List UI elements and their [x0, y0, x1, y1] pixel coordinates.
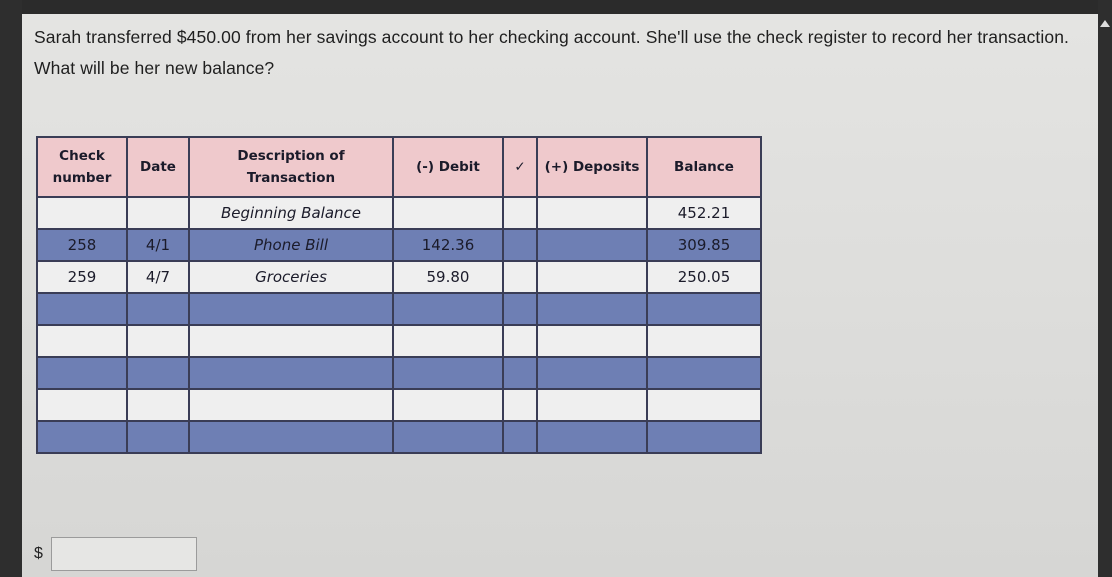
cell-date: 4/1	[127, 229, 189, 261]
table-row	[37, 229, 761, 261]
cell-date	[127, 293, 189, 325]
table-row	[37, 197, 761, 229]
cell-description	[189, 389, 393, 421]
cell-deposit	[537, 261, 647, 293]
header-check-number: Check number	[37, 137, 127, 197]
header-description: Description of Transaction	[189, 137, 393, 197]
header-deposits: (+) Deposits	[537, 137, 647, 197]
cell-balance	[647, 293, 761, 325]
cell-check	[37, 325, 127, 357]
cell-description	[189, 293, 393, 325]
cell-balance: 452.21	[647, 197, 761, 229]
cell-deposit	[537, 229, 647, 261]
cell-deposit	[537, 325, 647, 357]
header-debit: (-) Debit	[393, 137, 503, 197]
cell-mark	[503, 325, 537, 357]
cell-mark	[503, 197, 537, 229]
cell-balance: 309.85	[647, 229, 761, 261]
cell-debit	[393, 357, 503, 389]
check-register-table	[36, 136, 762, 454]
cell-balance: 250.05	[647, 261, 761, 293]
cell-balance	[647, 389, 761, 421]
left-bezel	[0, 0, 22, 577]
cell-debit	[393, 421, 503, 453]
scrollbar[interactable]	[1098, 0, 1112, 577]
cell-description	[189, 421, 393, 453]
cell-deposit	[537, 357, 647, 389]
cell-deposit	[537, 293, 647, 325]
cell-date	[127, 357, 189, 389]
cell-description	[189, 357, 393, 389]
table-row	[37, 325, 761, 357]
cell-debit: 59.80	[393, 261, 503, 293]
cell-date	[127, 421, 189, 453]
question-text: Sarah transferred $450.00 from her savings account to her checking account. She'll use the check register to record her transaction. What will be her new balance?	[34, 27, 1070, 78]
cell-check	[37, 197, 127, 229]
scroll-up-arrow-icon[interactable]	[1100, 20, 1110, 27]
cell-balance	[647, 325, 761, 357]
cell-debit	[393, 325, 503, 357]
cell-description: Groceries	[189, 261, 393, 293]
cell-mark	[503, 261, 537, 293]
cell-description: Beginning Balance	[189, 197, 393, 229]
header-balance: Balance	[647, 137, 761, 197]
table-row	[37, 261, 761, 293]
header-date: Date	[127, 137, 189, 197]
cell-mark	[503, 293, 537, 325]
cell-date: 4/7	[127, 261, 189, 293]
answer-row	[34, 534, 197, 574]
cell-date	[127, 325, 189, 357]
cell-date	[127, 197, 189, 229]
cell-debit	[393, 389, 503, 421]
cell-mark	[503, 229, 537, 261]
cell-mark	[503, 357, 537, 389]
cell-debit	[393, 197, 503, 229]
cell-check	[37, 389, 127, 421]
cell-check	[37, 421, 127, 453]
header-check-mark: ✓	[503, 137, 537, 197]
cell-balance	[647, 421, 761, 453]
cell-check	[37, 293, 127, 325]
table-row	[37, 389, 761, 421]
cell-debit: 142.36	[393, 229, 503, 261]
cell-description: Phone Bill	[189, 229, 393, 261]
table-row	[37, 357, 761, 389]
table-row	[37, 421, 761, 453]
cell-balance	[647, 357, 761, 389]
cell-check	[37, 357, 127, 389]
currency-symbol: $	[34, 545, 43, 562]
answer-input[interactable]	[51, 537, 197, 571]
cell-deposit	[537, 421, 647, 453]
table-header-row	[37, 137, 761, 197]
table-row	[37, 293, 761, 325]
cell-deposit	[537, 389, 647, 421]
cell-debit	[393, 293, 503, 325]
cell-description	[189, 325, 393, 357]
cell-mark	[503, 389, 537, 421]
cell-deposit	[537, 197, 647, 229]
cell-date	[127, 389, 189, 421]
cell-check: 258	[37, 229, 127, 261]
cell-check: 259	[37, 261, 127, 293]
cell-mark	[503, 421, 537, 453]
